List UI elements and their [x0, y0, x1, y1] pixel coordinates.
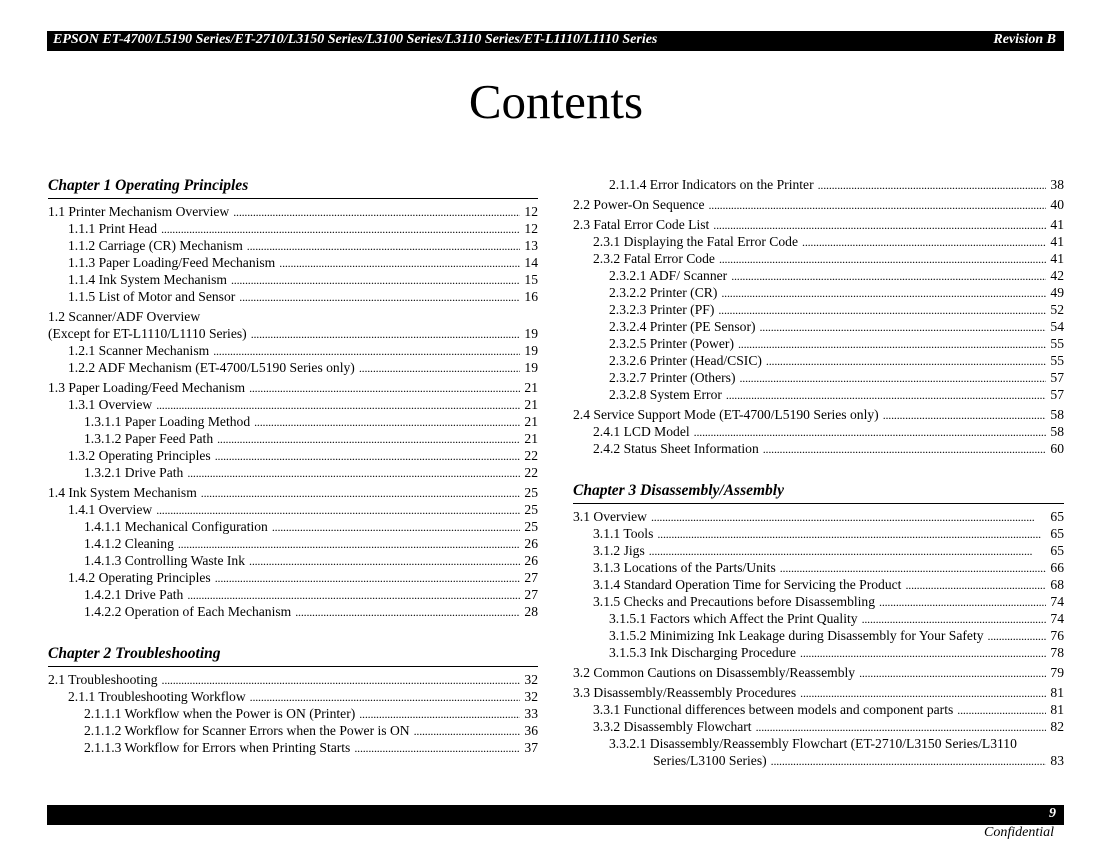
- toc-left-column: [48, 176, 538, 756]
- toc-entry[interactable]: [48, 342, 538, 359]
- toc-entry-page: 21: [524, 397, 538, 412]
- toc-dot-leader: [657, 525, 1046, 543]
- toc-entry-label: 2.3.2.5 Printer (Power): [609, 336, 734, 351]
- toc-entry[interactable]: [48, 325, 538, 342]
- toc-entry[interactable]: [573, 718, 1064, 735]
- toc-entry[interactable]: [573, 752, 1064, 769]
- toc-entry-page: 54: [1050, 319, 1064, 334]
- toc-entry[interactable]: [573, 735, 1064, 752]
- toc-dot-leader: [249, 552, 520, 570]
- toc-entry-label: 1.4 Ink System Mechanism: [48, 485, 197, 500]
- toc-dot-leader: [156, 396, 520, 414]
- toc-entry[interactable]: [573, 176, 1064, 193]
- toc-entry-page: 40: [1050, 197, 1064, 212]
- toc-dot-leader: [713, 216, 1046, 234]
- toc-entry-page: 21: [524, 380, 538, 395]
- toc-entry-page: 79: [1050, 665, 1064, 680]
- toc-dot-leader: [651, 508, 1046, 526]
- toc-entry[interactable]: [48, 586, 538, 603]
- toc-entry[interactable]: [573, 684, 1064, 701]
- toc-dot-leader: [883, 406, 1047, 424]
- toc-entry-label: 1.4.1.1 Mechanical Configuration: [84, 519, 268, 534]
- toc-dot-leader: [295, 603, 520, 621]
- toc-dot-leader: [231, 271, 520, 289]
- toc-dot-leader: [156, 501, 520, 519]
- toc-entry[interactable]: [48, 705, 538, 722]
- toc-entry[interactable]: [48, 447, 538, 464]
- toc-entry-page: 83: [1050, 753, 1064, 768]
- toc-dot-leader: [862, 610, 1047, 628]
- toc-entry[interactable]: [48, 671, 538, 688]
- toc-dot-leader: [721, 284, 1046, 302]
- toc-entry-label: 3.2 Common Cautions on Disassembly/Reassembly: [573, 665, 856, 680]
- toc-dot-leader: [726, 386, 1047, 404]
- toc-entry-page: 57: [1050, 387, 1064, 402]
- toc-entry-page: 32: [524, 689, 538, 704]
- toc-dot-leader: [780, 559, 1047, 577]
- toc-entry-page: 58: [1050, 407, 1064, 422]
- toc-entry[interactable]: [48, 308, 538, 325]
- toc-entry-label: 1.1.2 Carriage (CR) Mechanism: [68, 238, 243, 253]
- toc-entry-page: 42: [1050, 268, 1064, 283]
- toc-entry-label: 2.1.1 Troubleshooting Workflow: [68, 689, 246, 704]
- toc-dot-leader: [694, 423, 1047, 441]
- toc-entry-label: 2.3.2.2 Printer (CR): [609, 285, 718, 300]
- toc-entry[interactable]: [48, 413, 538, 430]
- toc-entry[interactable]: [573, 576, 1064, 593]
- toc-dot-leader: [272, 518, 521, 536]
- toc-entry[interactable]: [48, 359, 538, 376]
- toc-entry-label: 1.4.2 Operating Principles: [68, 570, 211, 585]
- toc-dot-leader: [763, 440, 1047, 458]
- toc-entry-label: 1.4.1.2 Cleaning: [84, 536, 174, 551]
- toc-entry-label: 1.1.1 Print Head: [68, 221, 158, 236]
- toc-entry-page: 25: [524, 502, 538, 517]
- toc-entry-label: 2.3.2.7 Printer (Others): [609, 370, 736, 385]
- toc-entry-page: 12: [524, 221, 538, 236]
- toc-entry-page: 26: [524, 553, 538, 568]
- toc-entry[interactable]: [48, 288, 538, 305]
- toc-entry-label: 3.1.5 Checks and Precautions before Disassembling: [593, 594, 876, 609]
- toc-entry-page: 27: [524, 570, 538, 585]
- toc-dot-leader: [215, 447, 521, 465]
- toc-entry-label: 1.1.4 Ink System Mechanism: [68, 272, 227, 287]
- page-number: 9: [1049, 806, 1056, 821]
- toc-entry-label: 1.1.5 List of Motor and Sensor: [68, 289, 236, 304]
- toc-entry-page: 41: [1050, 234, 1064, 249]
- toc-dot-leader: [239, 288, 520, 306]
- toc-entry-page: 32: [524, 672, 538, 687]
- toc-entry[interactable]: [48, 220, 538, 237]
- toc-entry-page: 22: [524, 448, 538, 463]
- header-bar: [47, 31, 1064, 51]
- toc-entry-label: 1.3 Paper Loading/Feed Mechanism: [48, 380, 246, 395]
- toc-entry-page: 12: [524, 204, 538, 219]
- toc-entry-label: 3.1.2 Jigs: [593, 543, 645, 558]
- toc-entry-page: 16: [524, 289, 538, 304]
- toc-entry-label: 3.1.1 Tools: [593, 526, 654, 541]
- toc-entry-label: 2.3.1 Displaying the Fatal Error Code: [593, 234, 799, 249]
- toc-dot-leader: [414, 722, 521, 740]
- toc-entry-label: 1.3.1.1 Paper Loading Method: [84, 414, 251, 429]
- toc-dot-leader: [162, 671, 521, 689]
- toc-entry-page: 60: [1050, 441, 1064, 456]
- toc-entry-page: 41: [1050, 251, 1064, 266]
- toc-entry-page: 25: [524, 485, 538, 500]
- toc-entry-page: 55: [1050, 353, 1064, 368]
- toc-entry[interactable]: [48, 518, 538, 535]
- toc-entry-page: 25: [524, 519, 538, 534]
- toc-entry-label: (Except for ET-L1110/L1110 Series): [48, 326, 247, 341]
- toc-entry[interactable]: [573, 559, 1064, 576]
- toc-entry-label: 3.1.4 Standard Operation Time for Servicing the Product: [593, 577, 902, 592]
- toc-dot-leader: [905, 576, 1046, 594]
- toc-dot-leader: [771, 752, 1047, 770]
- toc-entry[interactable]: [48, 430, 538, 447]
- toc-entry-label: 2.1.1.1 Workflow when the Power is ON (Printer): [84, 706, 356, 721]
- toc-entry[interactable]: [48, 254, 538, 271]
- toc-entry-label: Series/L3100 Series): [653, 753, 767, 768]
- toc-entry-label: 2.3.2.1 ADF/ Scanner: [609, 268, 728, 283]
- toc-dot-leader: [800, 644, 1046, 662]
- toc-entry[interactable]: [48, 396, 538, 413]
- toc-entry[interactable]: [573, 386, 1064, 403]
- toc-dot-leader: [354, 739, 520, 757]
- toc-dot-leader: [161, 220, 520, 238]
- toc-entry[interactable]: [48, 271, 538, 288]
- toc-entry[interactable]: [48, 603, 538, 620]
- toc-entry-page: 68: [1050, 577, 1064, 592]
- toc-entry-label: 1.4.1 Overview: [68, 502, 153, 517]
- toc-dot-leader: [760, 318, 1047, 336]
- toc-entry[interactable]: [573, 335, 1064, 352]
- toc-dot-leader: [818, 176, 1047, 194]
- toc-dot-leader: [254, 413, 520, 431]
- chapter-heading: Chapter 3 Disassembly/Assembly: [573, 481, 1064, 504]
- toc-dot-leader: [649, 542, 1047, 560]
- toc-entry-label: 1.1.3 Paper Loading/Feed Mechanism: [68, 255, 276, 270]
- toc-entry-label: 2.4.2 Status Sheet Information: [593, 441, 759, 456]
- toc-entry[interactable]: [573, 233, 1064, 250]
- toc-entry-label: 2.1.1.3 Workflow for Errors when Printing Starts: [84, 740, 351, 755]
- toc-entry-label: 2.2 Power-On Sequence: [573, 197, 705, 212]
- toc-entry-label: 1.3.1 Overview: [68, 397, 153, 412]
- toc-entry-label: 1.1 Printer Mechanism Overview: [48, 204, 230, 219]
- toc-entry-label: 2.3.2.8 System Error: [609, 387, 722, 402]
- toc-entry-label: 1.2 Scanner/ADF Overview: [48, 309, 201, 324]
- toc-entry[interactable]: [573, 664, 1064, 681]
- toc-entry[interactable]: [573, 508, 1064, 525]
- toc-entry-page: 15: [524, 272, 538, 287]
- toc-entry[interactable]: [48, 569, 538, 586]
- footer-bar: [47, 805, 1064, 825]
- toc-entry-page: 74: [1050, 611, 1064, 626]
- toc-entry[interactable]: [573, 542, 1064, 559]
- toc-entry-page: 19: [524, 326, 538, 341]
- toc-entry-page: 37: [524, 740, 538, 755]
- toc-entry-label: 3.3.2 Disassembly Flowchart: [593, 719, 752, 734]
- toc-entry-label: 2.4 Service Support Mode (ET-4700/L5190 Series only): [573, 407, 879, 422]
- toc-dot-leader: [359, 359, 521, 377]
- toc-entry[interactable]: [48, 379, 538, 396]
- toc-entry[interactable]: [573, 440, 1064, 457]
- toc-entry-label: 2.3.2.6 Printer (Head/CSIC): [609, 353, 762, 368]
- confidential-note: Confidential: [984, 825, 1054, 840]
- page-title: Contents: [468, 74, 644, 129]
- toc-dot-leader: [279, 254, 520, 272]
- toc-entry-page: 76: [1050, 628, 1064, 643]
- toc-entry-label: 2.1 Troubleshooting: [48, 672, 158, 687]
- toc-entry-page: 57: [1050, 370, 1064, 385]
- toc-entry-page: 81: [1050, 702, 1064, 717]
- toc-entry-page: 41: [1050, 217, 1064, 232]
- toc-dot-leader: [988, 627, 1047, 645]
- toc-dot-leader: [249, 379, 520, 397]
- toc-dot-leader: [800, 684, 1046, 702]
- toc-dot-leader: [738, 335, 1046, 353]
- toc-entry-label: 2.1.1.4 Error Indicators on the Printer: [609, 177, 814, 192]
- toc-entry[interactable]: [573, 610, 1064, 627]
- toc-dot-leader: [187, 586, 520, 604]
- toc-dot-leader: [201, 484, 521, 502]
- toc-entry[interactable]: [48, 535, 538, 552]
- toc-entry-label: 3.1 Overview: [573, 509, 647, 524]
- toc-entry[interactable]: [48, 464, 538, 481]
- toc-entry[interactable]: [48, 722, 538, 739]
- toc-dot-leader: [213, 342, 520, 360]
- toc-entry[interactable]: [573, 423, 1064, 440]
- toc-right-column: [573, 176, 1064, 769]
- toc-entry-label: 2.3.2.3 Printer (PF): [609, 302, 715, 317]
- toc-entry-page: 33: [524, 706, 538, 721]
- toc-entry-page: 74: [1050, 594, 1064, 609]
- toc-entry-page: 27: [524, 587, 538, 602]
- toc-entry-label: 2.3.2.4 Printer (PE Sensor): [609, 319, 756, 334]
- toc-entry-page: 55: [1050, 336, 1064, 351]
- header-title: EPSON ET-4700/L5190 Series/ET-2710/L3150 Series/L3100 Series/L3110 Series/ET-L1110/L1110 Series: [53, 32, 658, 47]
- toc-entry-page: 36: [524, 723, 538, 738]
- toc-dot-leader: [217, 430, 520, 448]
- toc-dot-leader: [756, 718, 1047, 736]
- chapter-heading: Chapter 2 Troubleshooting: [48, 644, 538, 667]
- toc-dot-leader: [957, 701, 1046, 719]
- toc-entry-page: 21: [524, 414, 538, 429]
- toc-entry-label: 2.1.1.2 Workflow for Scanner Errors when the Power is ON: [84, 723, 410, 738]
- toc-entry-page: 78: [1050, 645, 1064, 660]
- toc-entry[interactable]: [573, 644, 1064, 661]
- toc-entry-page: 66: [1050, 560, 1064, 575]
- toc-entry-label: 3.1.5.1 Factors which Affect the Print Quality: [609, 611, 858, 626]
- toc-dot-leader: [247, 237, 521, 255]
- toc-entry-label: 3.1.5.2 Minimizing Ink Leakage during Disassembly for Your Safety: [609, 628, 984, 643]
- toc-entry[interactable]: [48, 237, 538, 254]
- toc-dot-leader: [859, 664, 1046, 682]
- toc-entry[interactable]: [573, 369, 1064, 386]
- toc-entry[interactable]: [573, 284, 1064, 301]
- toc-entry-page: 58: [1050, 424, 1064, 439]
- toc-entry-label: 3.3.1 Functional differences between models and component parts: [593, 702, 954, 717]
- toc-entry-label: 3.3.2.1 Disassembly/Reassembly Flowchart (ET-2710/L3150 Series/L3110: [609, 736, 1017, 751]
- toc-dot-leader: [802, 233, 1046, 251]
- toc-entry[interactable]: [573, 525, 1064, 542]
- toc-entry-label: 1.3.2.1 Drive Path: [84, 465, 184, 480]
- toc-dot-leader: [708, 196, 1046, 214]
- toc-entry-page: 28: [524, 604, 538, 619]
- toc-entry[interactable]: [573, 216, 1064, 233]
- toc-dot-leader: [359, 705, 520, 723]
- toc-dot-leader: [215, 569, 521, 587]
- toc-entry-page: 22: [524, 465, 538, 480]
- toc-entry-page: 26: [524, 536, 538, 551]
- toc-entry-label: 1.3.1.2 Paper Feed Path: [84, 431, 214, 446]
- toc-dot-leader: [251, 325, 521, 343]
- toc-entry-label: 2.4.1 LCD Model: [593, 424, 690, 439]
- toc-entry[interactable]: [573, 406, 1064, 423]
- toc-dot-leader: [718, 301, 1046, 319]
- toc-dot-leader: [719, 250, 1046, 268]
- toc-dot-leader: [766, 352, 1046, 370]
- chapter-heading: Chapter 1 Operating Principles: [48, 176, 538, 199]
- toc-entry[interactable]: [573, 267, 1064, 284]
- toc-entry[interactable]: [573, 196, 1064, 213]
- toc-entry[interactable]: [48, 552, 538, 569]
- toc-dot-leader: [178, 535, 521, 553]
- toc-entry-label: 2.3.2 Fatal Error Code: [593, 251, 715, 266]
- toc-dot-leader: [233, 203, 520, 221]
- toc-entry-label: 1.2.2 ADF Mechanism (ET-4700/L5190 Series only): [68, 360, 355, 375]
- toc-dot-leader: [731, 267, 1046, 285]
- toc-entry[interactable]: [48, 688, 538, 705]
- toc-entry-page: 21: [524, 431, 538, 446]
- toc-entry-label: 1.4.2.1 Drive Path: [84, 587, 184, 602]
- toc-entry[interactable]: [48, 501, 538, 518]
- toc-entry-label: 3.3 Disassembly/Reassembly Procedures: [573, 685, 797, 700]
- toc-entry-label: 1.2.1 Scanner Mechanism: [68, 343, 210, 358]
- toc-entry[interactable]: [48, 739, 538, 756]
- toc-entry-label: 1.4.1.3 Controlling Waste Ink: [84, 553, 246, 568]
- toc-dot-leader: [879, 593, 1046, 611]
- toc-entry-page: 49: [1050, 285, 1064, 300]
- toc-entry[interactable]: [573, 301, 1064, 318]
- toc-entry-label: 1.3.2 Operating Principles: [68, 448, 211, 463]
- toc-entry-page: 65: [1050, 543, 1064, 558]
- toc-entry-page: 82: [1050, 719, 1064, 734]
- toc-entry[interactable]: [573, 627, 1064, 644]
- toc-entry[interactable]: [573, 250, 1064, 267]
- toc-entry[interactable]: [573, 593, 1064, 610]
- header-revision: Revision B: [993, 32, 1056, 47]
- toc-entry-label: 2.3 Fatal Error Code List: [573, 217, 710, 232]
- toc-entry-page: 52: [1050, 302, 1064, 317]
- toc-dot-leader: [739, 369, 1046, 387]
- toc-entry-page: 65: [1050, 509, 1064, 524]
- toc-entry[interactable]: [573, 701, 1064, 718]
- toc-entry-label: 3.1.5.3 Ink Discharging Procedure: [609, 645, 797, 660]
- toc-dot-leader: [250, 688, 521, 706]
- toc-entry[interactable]: [48, 203, 538, 220]
- toc-entry-page: 81: [1050, 685, 1064, 700]
- toc-entry-label: 1.4.2.2 Operation of Each Mechanism: [84, 604, 292, 619]
- toc-entry-page: 14: [524, 255, 538, 270]
- toc-entry-label: 3.1.3 Locations of the Parts/Units: [593, 560, 776, 575]
- toc-entry-page: 65: [1050, 526, 1064, 541]
- toc-entry[interactable]: [573, 318, 1064, 335]
- toc-entry[interactable]: [48, 484, 538, 501]
- toc-entry-page: 13: [524, 238, 538, 253]
- toc-dot-leader: [187, 464, 520, 482]
- toc-entry[interactable]: [573, 352, 1064, 369]
- toc-entry-page: 38: [1050, 177, 1064, 192]
- toc-entry-page: 19: [524, 343, 538, 358]
- toc-entry-page: 19: [524, 360, 538, 375]
